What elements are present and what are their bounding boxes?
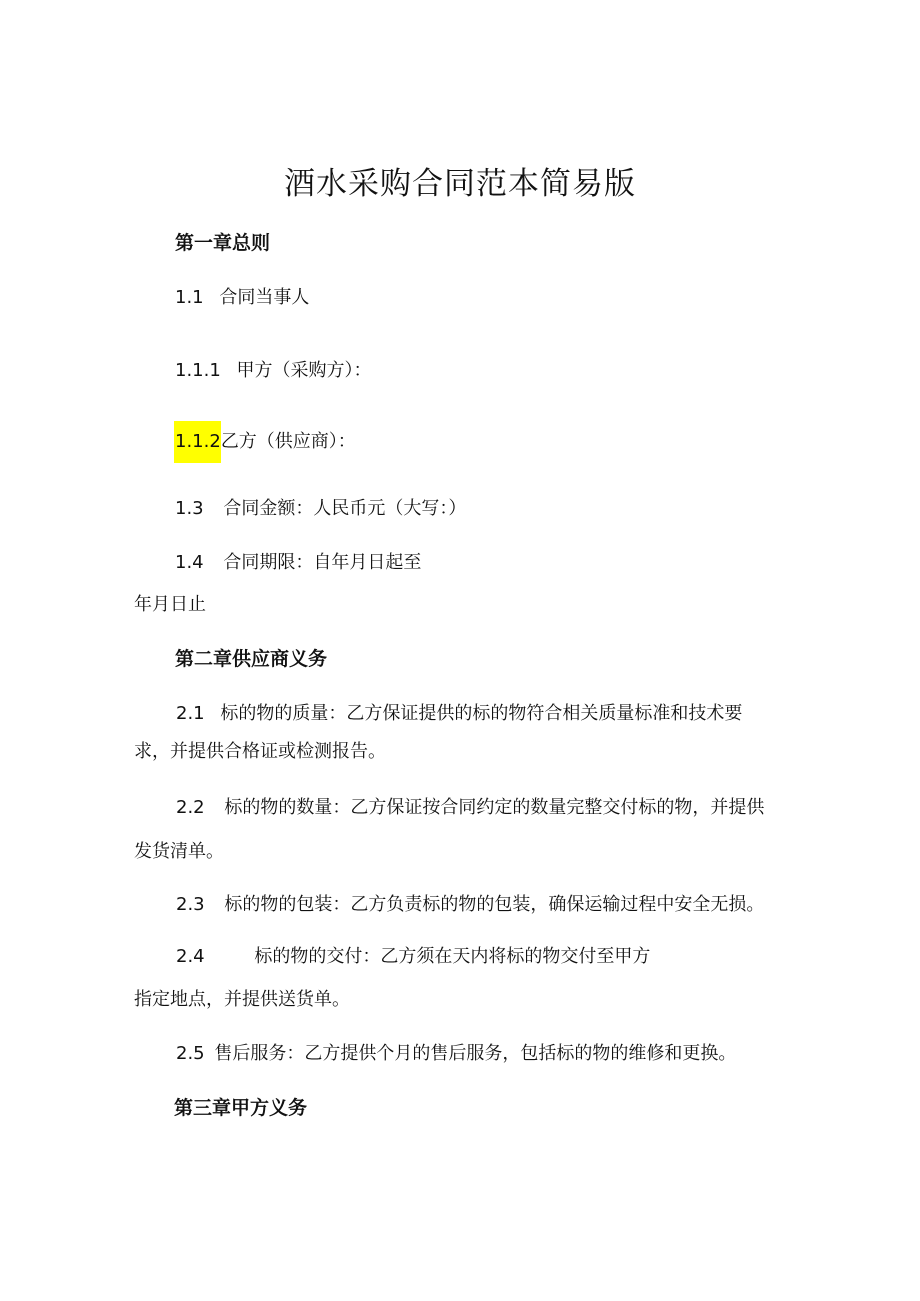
section-2-4: [176, 945, 650, 969]
section-1-1-2: [174, 421, 356, 463]
chapter-2-heading: 第二章供应商义务: [175, 648, 328, 670]
section-2-4-continuation: 指定地点，并提供送货单。: [134, 989, 350, 1010]
section-2-1: [176, 702, 742, 726]
section-text: 售后服务：乙方提供个月的售后服务，包括标的物的维修和更换。: [214, 1043, 737, 1064]
section-text: 合同当事人: [219, 287, 310, 308]
section-1-4-continuation: 年月日止: [134, 594, 206, 615]
section-text: 标的物的质量：乙方保证提供的标的物符合相关质量标准和技术要: [220, 703, 743, 724]
section-text: 甲方（采购方）：: [236, 360, 372, 381]
section-2-2-continuation: 发货清单。: [134, 841, 224, 862]
section-2-2: [176, 796, 764, 820]
section-number: 1.3: [175, 498, 204, 519]
section-text: 标的物的包装：乙方负责标的物的包装，确保运输过程中安全无损。: [224, 894, 765, 915]
section-number: 2.2: [176, 797, 205, 818]
section-text: 合同金额：人民币元（大写：）: [223, 498, 467, 519]
chapter-3-heading: 第三章甲方义务: [174, 1097, 308, 1119]
section-text: 标的物的交付：乙方须在天内将标的物交付至甲方: [254, 946, 651, 967]
section-text: 合同期限：自年月日起至: [223, 552, 422, 573]
section-1-3: [175, 497, 466, 521]
section-number: 2.3: [176, 894, 205, 915]
section-number: 2.1: [176, 703, 205, 724]
section-number: 1.4: [175, 552, 204, 573]
section-2-1-continuation: 求，并提供合格证或检测报告。: [134, 741, 386, 762]
section-number: 1.1.1: [175, 360, 221, 381]
section-1-4: [175, 551, 421, 575]
section-number: 1.1: [175, 287, 204, 308]
section-number: 2.5: [176, 1043, 205, 1064]
section-2-5: [176, 1042, 736, 1066]
section-text: 标的物的数量：乙方保证按合同约定的数量完整交付标的物，并提供: [224, 797, 765, 818]
section-2-3: [176, 893, 764, 917]
highlighted-section-number: 1.1.2: [174, 421, 221, 463]
document-title: 酒水采购合同范本简易版: [284, 166, 636, 202]
chapter-1-heading: 第一章总则: [175, 232, 271, 254]
section-text: 乙方（供应商）：: [220, 431, 356, 452]
section-1-1: [175, 286, 309, 310]
section-1-1-1: [175, 359, 372, 383]
section-number: 2.4: [176, 946, 205, 967]
